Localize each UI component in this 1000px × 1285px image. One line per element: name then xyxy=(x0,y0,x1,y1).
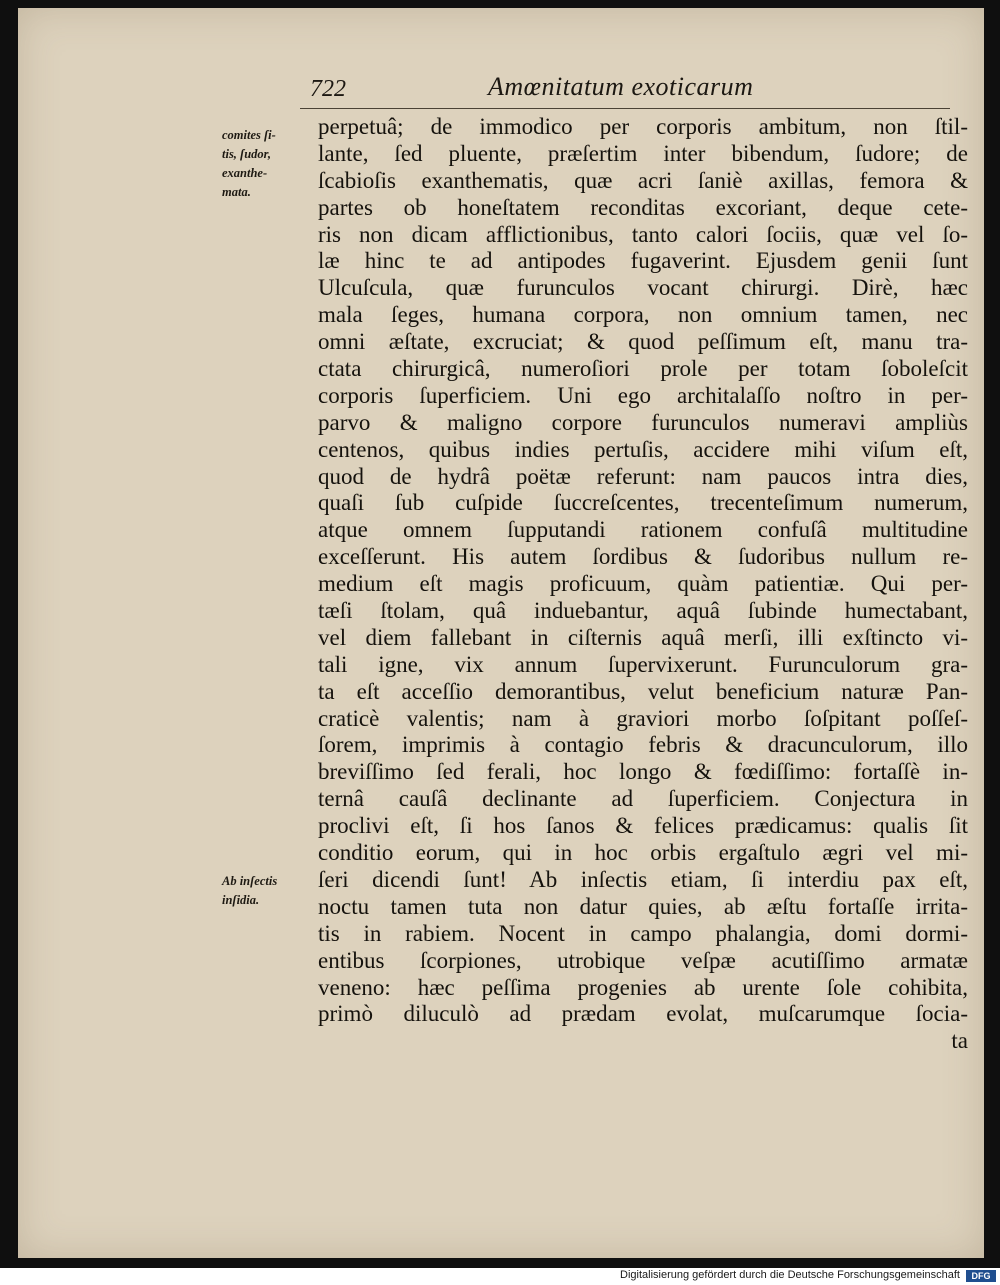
text-line: ctata chirurgicâ, numeroſiori prole per totam ſoboleſcit xyxy=(318,356,968,382)
text-line: primò diluculò ad prædam evolat, muſcarumque ſocia- xyxy=(318,1001,968,1027)
text-line: craticè valentis; nam à graviori morbo ſoſpitant poſſeſ- xyxy=(318,705,968,731)
body-text xyxy=(318,114,968,1055)
text-line: omni æſtate, excruciat; & quod peſſimum eſt, manu tra- xyxy=(318,329,968,355)
digitization-footer xyxy=(0,1268,1000,1285)
text-line: quaſi ſub cuſpide ſuccreſcentes, trecenteſimum numerum, xyxy=(318,490,968,516)
margin-note-line: mata. xyxy=(222,185,251,199)
text-line: vel diem fallebant in ciſternis aquâ merſi, illi exſtincto vi- xyxy=(318,624,968,650)
margin-note-line: tis, ſudor, xyxy=(222,147,271,161)
text-line: noctu tamen tuta non datur quies, ab æſtu fortaſſe irrita- xyxy=(318,893,968,919)
dfg-logo: DFG xyxy=(966,1270,996,1282)
margin-note-line: exanthe- xyxy=(222,166,268,180)
text-line: entibus ſcorpiones, utrobique veſpæ acutiſſimo armatæ xyxy=(318,947,968,973)
text-line: tæſi ſtolam, quâ induebantur, aquâ ſubinde humectabant, xyxy=(318,598,968,624)
running-head: Amœnitatum exoticarum xyxy=(488,72,754,101)
text-line: breviſſimo ſed ferali, hoc longo & fœdiſſimo: fortaſſè in- xyxy=(318,759,968,785)
text-line: perpetuâ; de immodico per corporis ambitum, non ſtil- xyxy=(318,114,968,139)
funding-credit: Digitalisierung gefördert durch die Deutsche Forschungsgemeinschaft xyxy=(620,1269,960,1281)
text-line: tis in rabiem. Nocent in campo phalangia, domi dormi- xyxy=(318,920,968,946)
text-line: proclivi eſt, ſi hos ſanos & felices prædicamus: qualis ſit xyxy=(318,813,968,839)
text-line: quod de hydrâ poëtæ referunt: nam paucos intra dies, xyxy=(318,463,968,489)
margin-note-line: inſidia. xyxy=(222,893,260,907)
text-line: corporis ſuperficiem. Uni ego architalaſſo noſtro in per- xyxy=(318,382,968,408)
text-line: lante, ſed pluente, præſertim inter bibendum, ſudore; de xyxy=(318,140,968,166)
margin-note-ab-insectis xyxy=(222,872,314,910)
page-number: 722 xyxy=(310,76,346,102)
text-line: ſcabioſis exanthematis, quæ acri ſaniè axillas, femora & xyxy=(318,167,968,193)
text-line: centenos, quibus indies pertuſis, accidere mihi viſum eſt, xyxy=(318,436,968,462)
margin-note-comites xyxy=(222,126,314,202)
text-line: conditio eorum, qui in hoc orbis ergaſtulo ægri vel mi- xyxy=(318,840,968,866)
page-header xyxy=(290,66,962,106)
text-line: Ulcuſcula, quæ furunculos vocant chirurgi. Dirè, hæc xyxy=(318,275,968,301)
text-line: medium eſt magis proficuum, quàm patientiæ. Qui per- xyxy=(318,571,968,597)
header-rule xyxy=(300,108,950,109)
text-line: parvo & maligno corpore furunculos numeravi ampliùs xyxy=(318,409,968,435)
catchword: ta xyxy=(951,1028,968,1054)
text-line: ſeri dicendi ſunt! Ab inſectis etiam, ſi interdiu pax eſt, xyxy=(318,866,968,892)
text-line: tali igne, vix annum ſupervixerunt. Furunculorum gra- xyxy=(318,651,968,677)
text-line: ternâ cauſâ declinante ad ſuperficiem. Conjectura in xyxy=(318,786,968,812)
text-line: exceſſerunt. His autem ſordibus & ſudoribus nullum re- xyxy=(318,544,968,570)
text-line: ta eſt acceſſio demorantibus, velut beneficium naturæ Pan- xyxy=(318,678,968,704)
text-line: ris non dicam afflictionibus, tanto calori ſociis, quæ vel ſo- xyxy=(318,221,968,247)
text-line: læ hinc te ad antipodes fugaverint. Ejusdem genii ſunt xyxy=(318,248,968,274)
text-line: atque omnem ſupputandi rationem confuſâ multitudine xyxy=(318,517,968,543)
margin-note-line: Ab inſectis xyxy=(222,874,278,888)
text-line: partes ob honeſtatem reconditas excoriant, deque cete- xyxy=(318,194,968,220)
text-line: mala ſeges, humana corpora, non omnium tamen, nec xyxy=(318,302,968,328)
margin-note-line: comites ſi- xyxy=(222,128,276,142)
text-line: ſorem, imprimis à contagio febris & dracunculorum, illo xyxy=(318,732,968,758)
text-line: veneno: hæc peſſima progenies ab urente ſole cohibita, xyxy=(318,974,968,1000)
